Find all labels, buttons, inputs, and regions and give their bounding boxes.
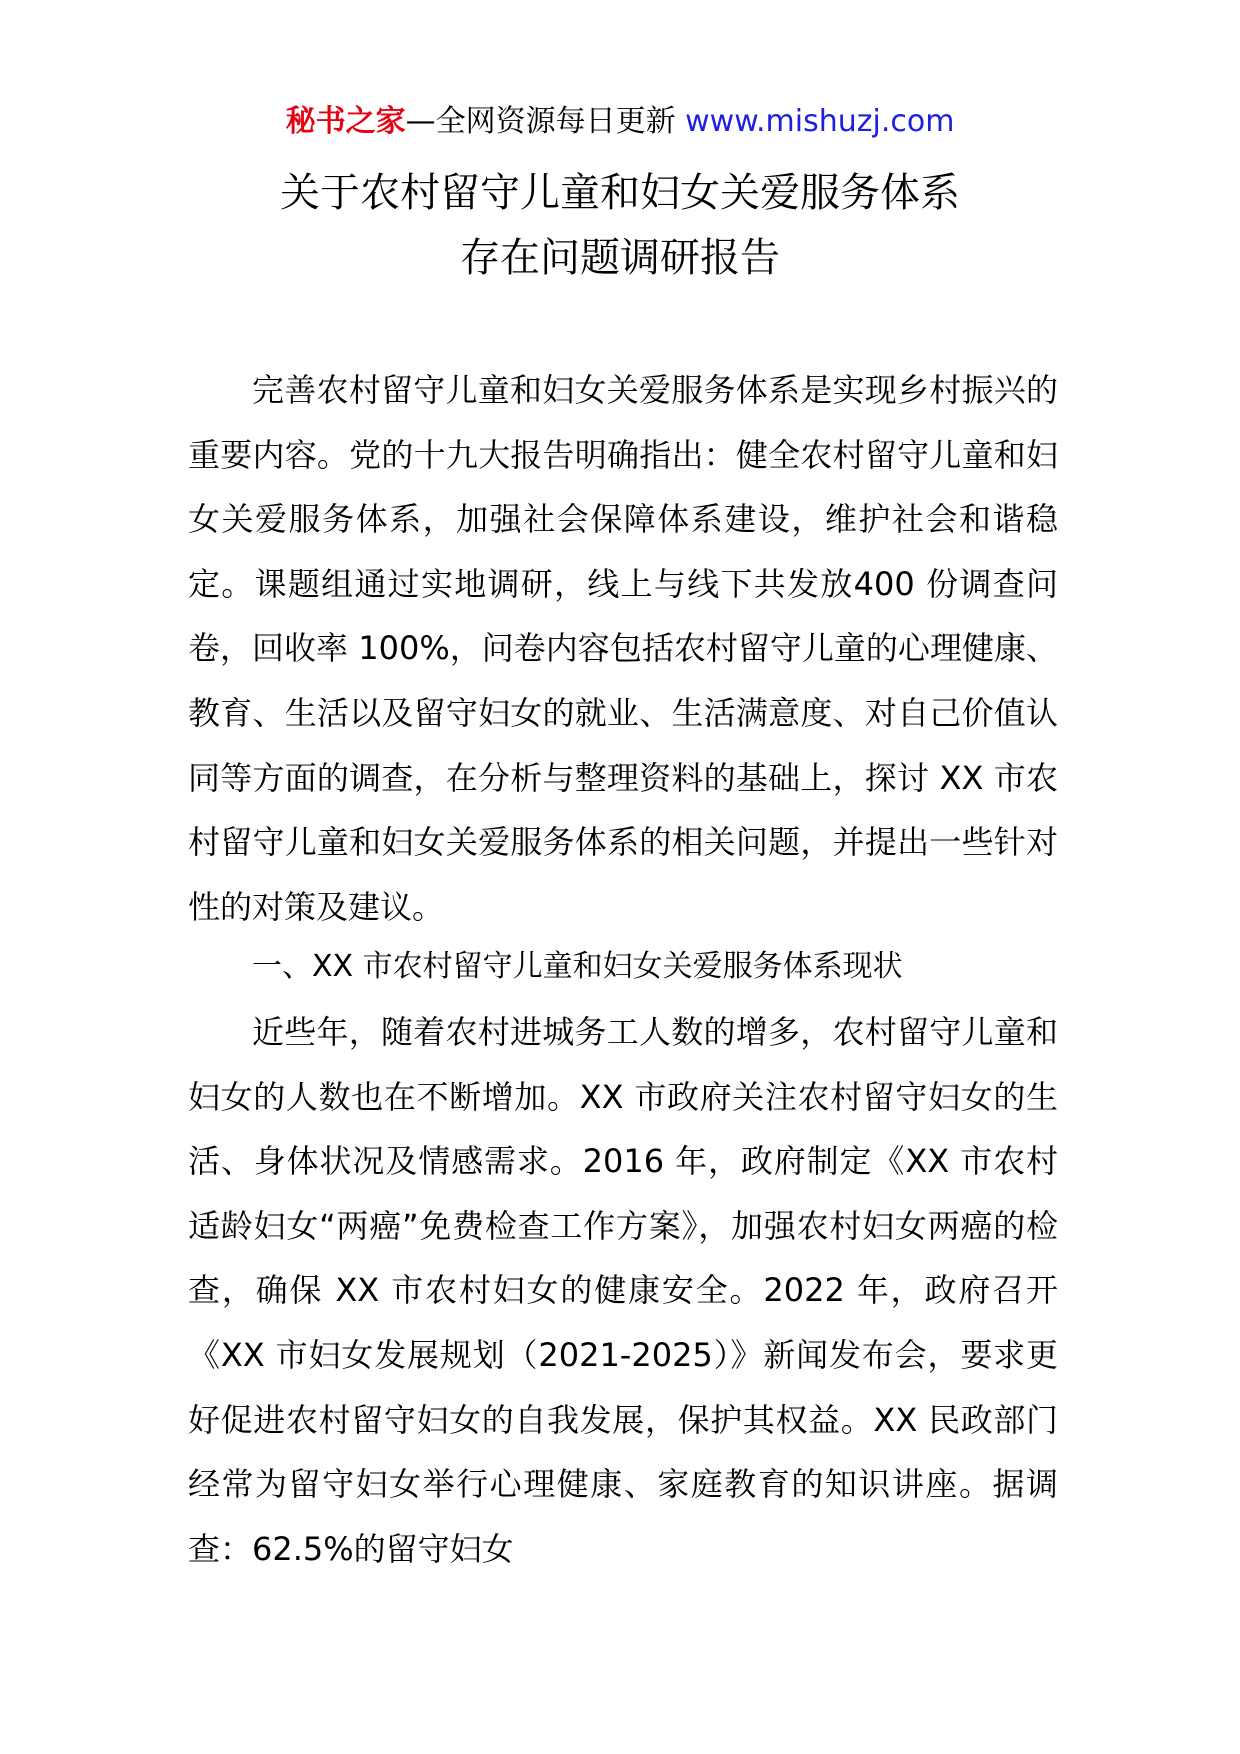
brand-name: 秘书之家 [285, 104, 406, 139]
paragraph-status: 近些年，随着农村进城务工人数的增多，农村留守儿童和妇女的人数也在不断增加。XX 市政府关注农村留守妇女的生活、身体状况及情感需求。2016 年，政府制定《XX 市农村适龄妇女“两癌”免费检查工作方案》，加强农村妇女两癌的检查，确保 XX 市农村妇女的健康安全。2022 年，政府召开《XX 市妇女发展规划（2021-2025）》新闻发布会，要求更好促进农村留守妇女的自我发展，保护其权益。XX 民政部门经常为留守妇女举行心理健康、家庭教育的知识讲座。据调查：62.5%的留守妇女 [188, 1013, 1058, 1568]
header-tagline: —全网资源每日更新 [405, 104, 676, 139]
document-title-line-1: 关于农村留守儿童和妇女关爱服务体系 [280, 170, 960, 216]
paragraph-intro: 完善农村留守儿童和妇女关爱服务体系是实现乡村振兴的重要内容。党的十九大报告明确指出：健全农村留守儿童和妇女关爱服务体系，加强社会保障体系建设，维护社会和谐稳定。课题组通过实地调研，线上与线下共发放400 份调查问卷，回收率 100%，问卷内容包括农村留守儿童的心理健康、教育、生活以及留守妇女的就业、生活满意度、对自己价值认同等方面的调查，在分析与整理资料的基础上，探讨 XX 市农村留守儿童和妇女关爱服务体系的相关问题，并提出一些针对性的对策及建议。 [188, 371, 1058, 926]
document-title-line-2: 存在问题调研报告 [460, 235, 780, 281]
site-url[interactable]: www.mishuzj.com [685, 104, 955, 139]
site-watermark-header [0, 100, 1240, 144]
section-heading-1: 一、XX 市农村留守儿童和妇女关爱服务体系现状 [252, 949, 903, 984]
